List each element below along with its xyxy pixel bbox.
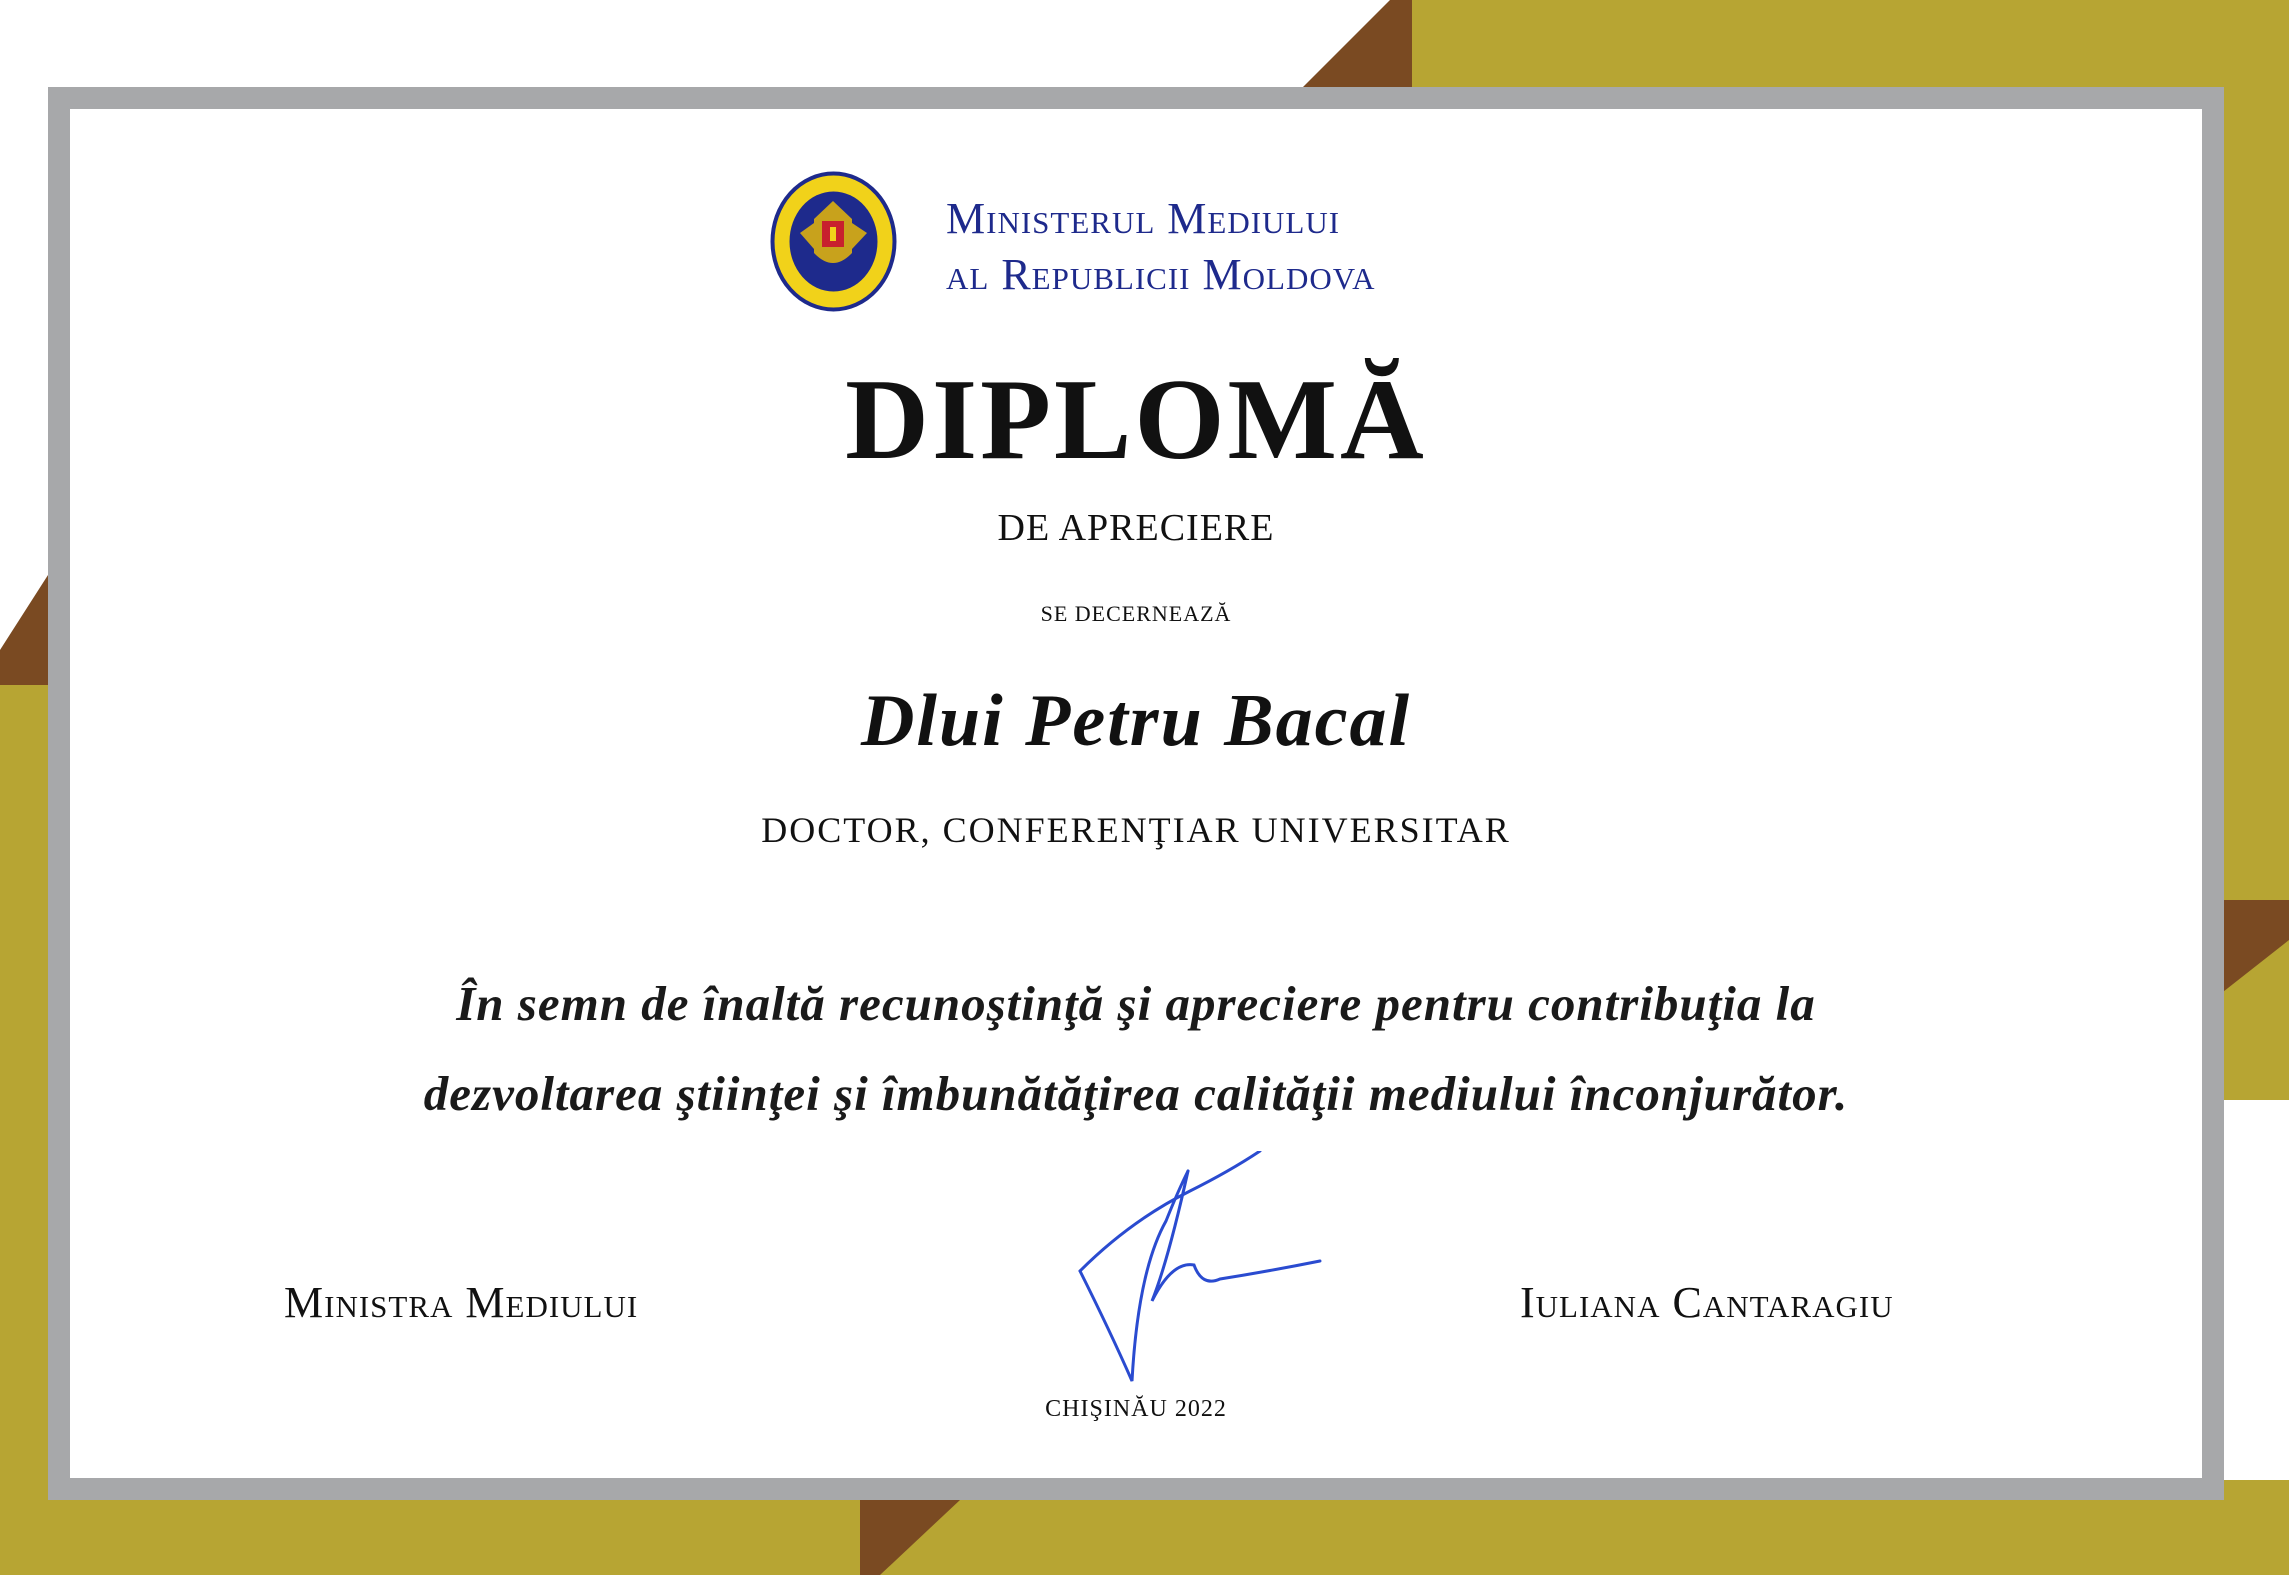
handwritten-signature: [1070, 1151, 1370, 1411]
citation-line-2: dezvoltarea ştiinţei şi îmbunătăţirea calităţii mediului înconjurător.: [423, 1066, 1849, 1121]
signer-name: Iuliana Cantaragiu: [1520, 1278, 1894, 1327]
government-emblem-icon: [770, 171, 897, 312]
ministry-name-line-2: al Republicii Moldova: [946, 250, 1376, 299]
corner-band-top-right-olive: [1412, 0, 2289, 90]
recipient-name: Dlui Petru Bacal: [860, 680, 1412, 762]
diploma-subtitle: DE APRECIERE: [997, 507, 1275, 549]
signer-role: Ministra Mediului: [284, 1278, 639, 1327]
place-date: CHIŞINĂU 2022: [1045, 1396, 1227, 1422]
citation: [70, 959, 2202, 1139]
ministry-name: [946, 191, 1376, 303]
left-band-brown: [0, 575, 48, 690]
corner-band-top-right-brown: [1300, 0, 1430, 90]
diploma-title: DIPLOMĂ: [845, 356, 1427, 484]
recipient-title: DOCTOR, CONFERENŢIAR UNIVERSITAR: [761, 810, 1511, 850]
ministry-name-line-1: Ministerul Mediului: [946, 194, 1341, 243]
citation-line-1: În semn de înaltă recunoştinţă şi apreciere pentru contribuţia la: [456, 976, 1816, 1031]
diploma-content: [70, 109, 2202, 1478]
awarded-text: SE DECERNEAZĂ: [1040, 601, 1232, 626]
